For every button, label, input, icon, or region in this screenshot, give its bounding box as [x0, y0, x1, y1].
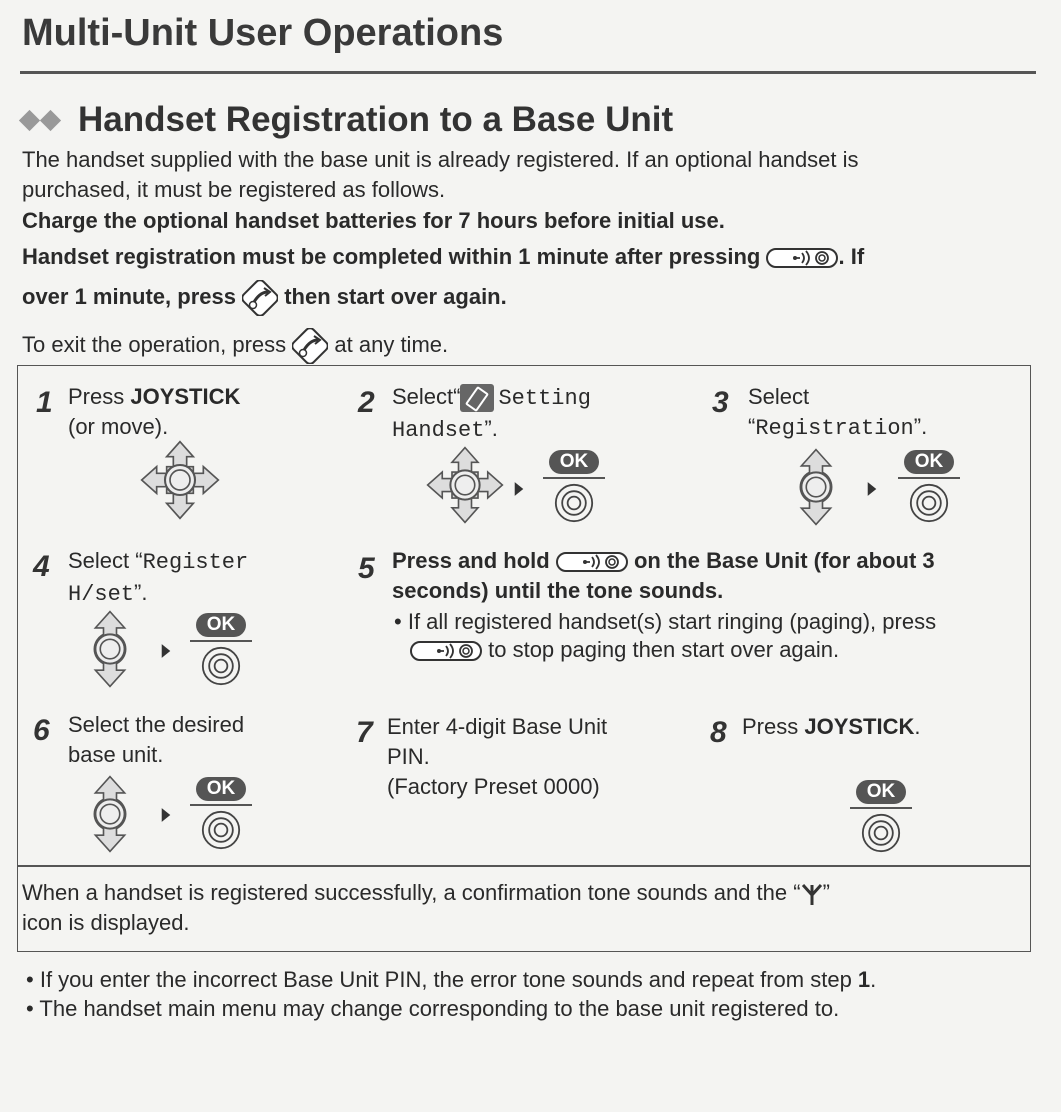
step-1-text-a: Press: [68, 384, 131, 409]
ok-label: OK: [196, 777, 247, 801]
arrow-right-icon: [160, 806, 172, 824]
ok-button-icon: [554, 483, 594, 523]
step-5-bullet-text-2: to stop paging then start over again.: [488, 637, 840, 662]
exit-note-text: To exit the operation, press: [22, 331, 287, 357]
ok-label: OK: [549, 450, 600, 474]
confirmation-note: [22, 878, 1022, 938]
intro-line-1: The handset supplied with the base unit is already registered. If an optional handset is: [22, 147, 859, 172]
ok-divider: [190, 804, 252, 806]
registration-note-text: Handset registration must be completed within 1 minute after pressing: [22, 244, 761, 269]
step-5-text: [392, 546, 1032, 606]
ok-button-group: [850, 780, 912, 853]
ok-button-group: [898, 450, 960, 523]
step-5-text-b: on the Base Unit (for about 3: [633, 548, 935, 573]
confirmation-text-b: ”: [822, 880, 830, 905]
step-1-text-c: (or move).: [68, 414, 169, 439]
registration-note-line-1: [22, 243, 1042, 271]
ok-label: OK: [904, 450, 955, 474]
step-1-text-b: JOYSTICK: [130, 384, 241, 409]
ok-label: OK: [856, 780, 907, 804]
ok-button-group: [190, 777, 252, 850]
joystick-2way-icon: [90, 610, 130, 688]
step-2-text-d: ”.: [484, 416, 498, 441]
step-6-text-a: Select the desired: [68, 712, 245, 737]
section-title: [22, 100, 673, 140]
page-button-icon: [410, 640, 482, 662]
step-2-number: 2: [358, 386, 375, 419]
step-4-text-a: Select “: [68, 548, 143, 573]
joystick-2way-icon: [90, 775, 130, 853]
charge-note: Charge the optional handset batteries for 7 hours before initial use.: [22, 208, 725, 233]
arrow-right-icon: [513, 480, 525, 498]
step-6-number: 6: [33, 714, 50, 747]
step-8-text: [742, 712, 921, 742]
registration-note-start-over: then start over again.: [284, 283, 507, 309]
step-3-text: [748, 382, 927, 444]
note-text: If you enter the incorrect Base Unit PIN, the error tone sounds and repeat from step: [39, 967, 858, 992]
step-4-text: [68, 546, 248, 610]
step-7-number: 7: [356, 716, 373, 749]
ok-divider: [190, 640, 252, 642]
step-8-text-a: Press: [742, 714, 805, 739]
step-4-text-b: Register: [142, 550, 249, 575]
page-title: Multi-Unit User Operations: [22, 12, 504, 54]
step-5-number: 5: [358, 552, 375, 585]
title-rule: [20, 71, 1036, 74]
registration-note-press: over 1 minute, press: [22, 283, 236, 309]
ok-button-icon: [861, 813, 901, 853]
ok-button-group: [543, 450, 605, 523]
step-5-bullet-text: If all registered handset(s) start ringing (paging), press: [407, 609, 937, 634]
bullet-dot: •: [394, 609, 402, 634]
note-step-ref: 1: [857, 967, 871, 992]
joystick-4way-icon: [426, 446, 504, 524]
step-5-text-c: seconds) until the tone sounds.: [392, 578, 724, 603]
exit-note: [22, 328, 1042, 364]
step-2-text-c: Handset: [392, 418, 485, 443]
page-button-icon: [766, 247, 838, 269]
section-title-text: Handset Registration to a Base Unit: [78, 100, 674, 139]
off-button-icon: [292, 328, 328, 364]
note-period: .: [870, 967, 877, 992]
step-2-text-a: Select“: [392, 384, 461, 409]
bullet-dot: •: [26, 967, 34, 992]
ok-divider: [543, 477, 605, 479]
step-7-text: [387, 712, 607, 802]
joystick-2way-icon: [796, 448, 836, 526]
note-text: The handset main menu may change corresponding to the base unit registered to.: [39, 996, 840, 1021]
confirmation-text-a: When a handset is registered successfully, a confirmation tone sounds and the “: [22, 880, 801, 905]
registration-note-if: . If: [838, 244, 865, 269]
step-8-number: 8: [710, 716, 727, 749]
step-5-bullet: [394, 608, 1034, 664]
intro-line-2: purchased, it must be registered as follows.: [22, 177, 446, 202]
arrow-right-icon: [866, 480, 878, 498]
bullet-dot: •: [26, 996, 34, 1021]
step-3-text-d: ”.: [913, 414, 928, 439]
step-6-text: [68, 710, 244, 770]
note-item: [26, 966, 876, 994]
ok-button-icon: [201, 646, 241, 686]
step-2-text-b: Setting: [498, 386, 591, 411]
ok-divider: [850, 807, 912, 809]
step-4-text-d: ”.: [134, 580, 148, 605]
ok-label: OK: [196, 613, 247, 637]
step-3-number: 3: [712, 386, 729, 419]
step-2-text: [392, 382, 591, 446]
step-1-text: [68, 382, 240, 442]
confirmation-text-c: icon is displayed.: [22, 910, 190, 935]
diamond-bullets-icon: [22, 113, 64, 128]
step-5-text-a: Press and hold: [392, 548, 550, 573]
arrow-right-icon: [160, 642, 172, 660]
step-3-text-b: “: [748, 414, 756, 439]
antenna-icon: [801, 882, 823, 906]
step-8-text-c: .: [914, 714, 921, 739]
off-button-icon: [242, 280, 278, 316]
joystick-4way-icon: [140, 440, 220, 520]
step-8-text-b: JOYSTICK: [804, 714, 915, 739]
ok-divider: [898, 477, 960, 479]
step-3-text-a: Select: [748, 384, 810, 409]
registration-note-line-2: [22, 280, 1042, 316]
ok-button-group: [190, 613, 252, 686]
step-7-text-a: Enter 4-digit Base Unit: [387, 714, 608, 739]
step-6-text-b: base unit.: [68, 742, 164, 767]
step-1-number: 1: [36, 386, 53, 419]
step-4-text-c: H/set: [68, 582, 135, 607]
ok-button-icon: [201, 810, 241, 850]
page-button-icon: [556, 551, 628, 573]
ok-button-icon: [909, 483, 949, 523]
steps-box-divider: [17, 865, 1031, 867]
step-3-text-c: Registration: [755, 416, 914, 441]
step-4-number: 4: [33, 550, 50, 583]
note-item: [26, 995, 839, 1023]
setting-handset-icon: [460, 384, 494, 412]
exit-note-anytime: at any time.: [334, 331, 449, 357]
step-7-text-c: (Factory Preset 0000): [387, 774, 600, 799]
step-7-text-b: PIN.: [387, 744, 430, 769]
